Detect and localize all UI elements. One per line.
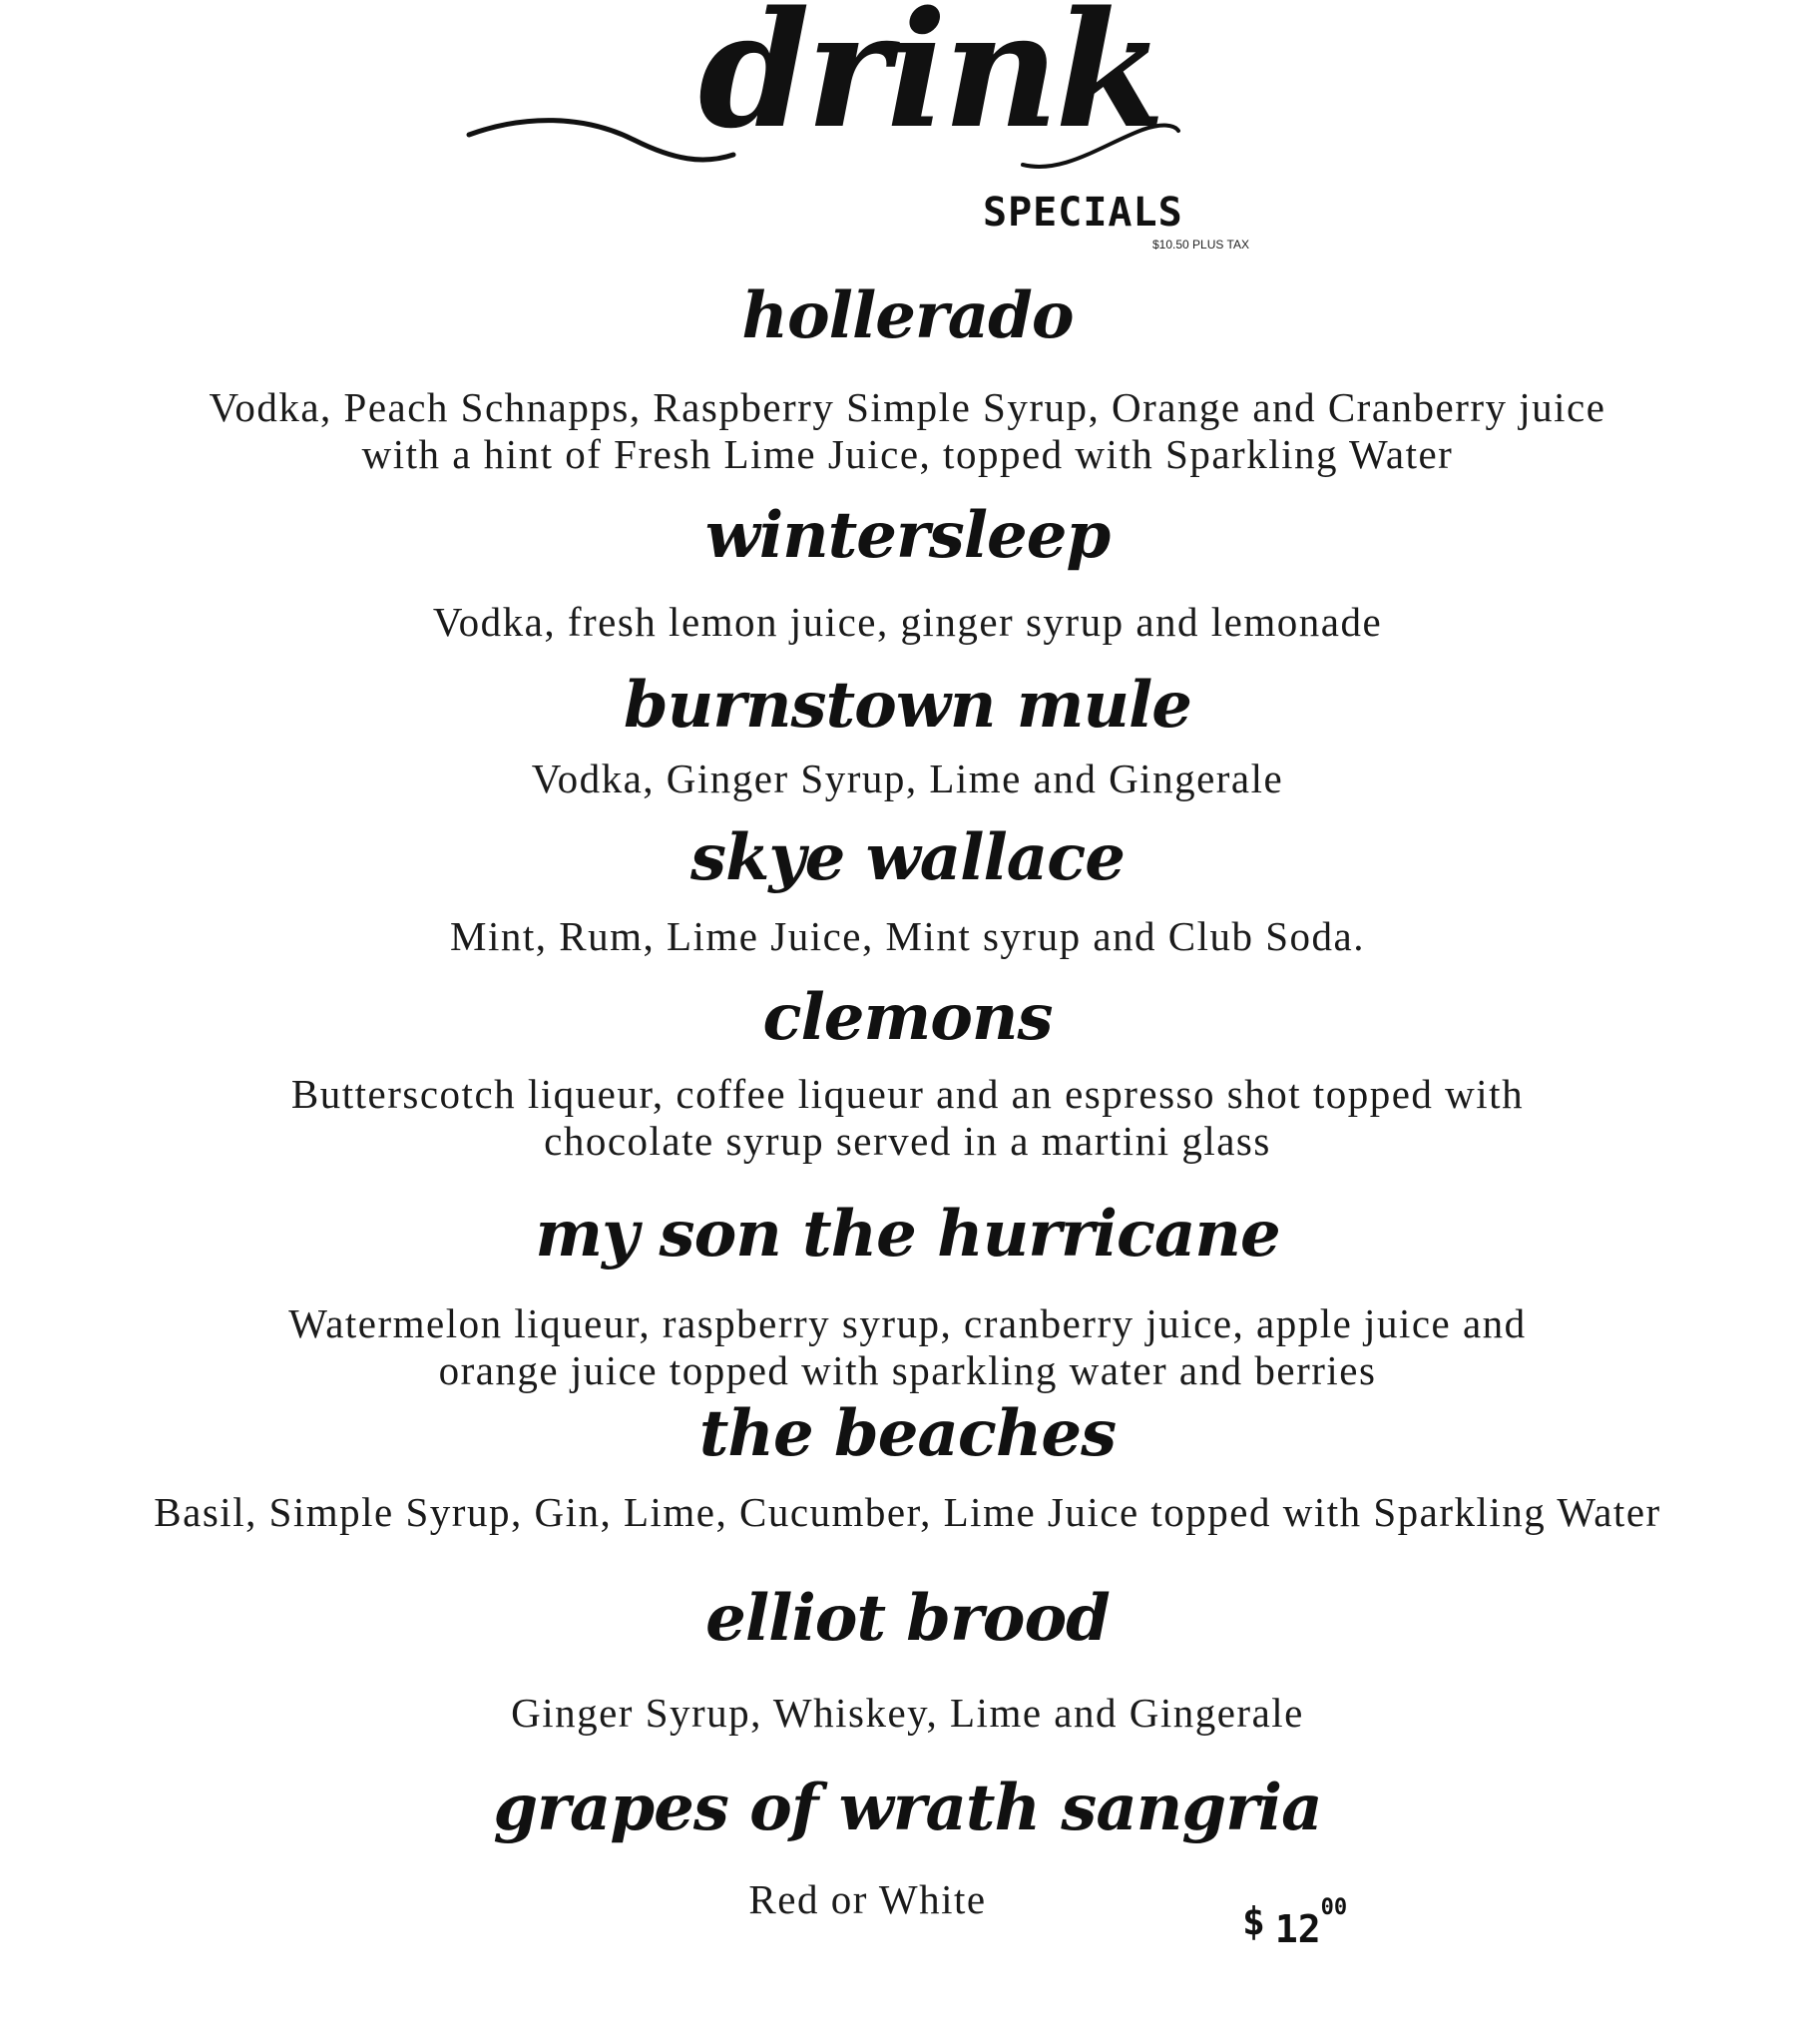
drink-name-skye-wallace: skye wallace	[690, 820, 1125, 895]
drink-name-elliot-brood: elliot brood	[705, 1581, 1110, 1656]
price-note: $10.50 PLUS TAX	[1152, 238, 1249, 252]
drink-description-burnstown-mule: Vodka, Ginger Syrup, Lime and Gingerale	[531, 756, 1284, 801]
drink-name-hollerado: hollerado	[741, 278, 1074, 353]
price-currency: $	[1242, 1899, 1265, 1943]
drink-name-my-son-the-hurricane: my son the hurricane	[535, 1197, 1280, 1272]
drink-description-elliot-brood: Ginger Syrup, Whiskey, Lime and Gingerale	[511, 1690, 1304, 1736]
drink-name-the-beaches: the beaches	[698, 1396, 1117, 1471]
drink-description-the-beaches: Basil, Simple Syrup, Gin, Lime, Cucumber, Lime Juice topped with Sparkling Water	[154, 1489, 1661, 1535]
drink-description-clemons: Butterscotch liqueur, coffee liqueur and an espresso shot topped with chocolate syrup served in a martini glass	[290, 1071, 1525, 1164]
menu-title: drink	[698, 0, 1162, 164]
menu-subtitle: SPECIALS	[983, 190, 1183, 236]
price-amount: 12	[1274, 1907, 1321, 1951]
drink-description-skye-wallace: Mint, Rum, Lime Juice, Mint syrup and Club Soda.	[449, 913, 1366, 959]
drink-description-my-son-the-hurricane: Watermelon liqueur, raspberry syrup, cranberry juice, apple juice and orange juice topped with sparkling water and berries	[288, 1300, 1527, 1393]
drink-name-clemons: clemons	[762, 980, 1053, 1055]
price-cents: 00	[1320, 1895, 1348, 1920]
sangria-price	[1242, 1891, 1348, 1951]
drink-description-grapes-of-wrath-sangria: Red or White	[748, 1876, 987, 1922]
drink-name-burnstown-mule: burnstown mule	[624, 668, 1191, 743]
drink-description-hollerado: Vodka, Peach Schnapps, Raspberry Simple Syrup, Orange and Cranberry juice with a hint of Fresh Lime Juice, topped with Sparkling Water	[209, 384, 1606, 477]
drink-name-grapes-of-wrath-sangria: grapes of wrath sangria	[493, 1771, 1322, 1845]
drink-description-wintersleep: Vodka, fresh lemon juice, ginger syrup and lemonade	[432, 599, 1383, 645]
drink-name-wintersleep: wintersleep	[704, 498, 1111, 573]
